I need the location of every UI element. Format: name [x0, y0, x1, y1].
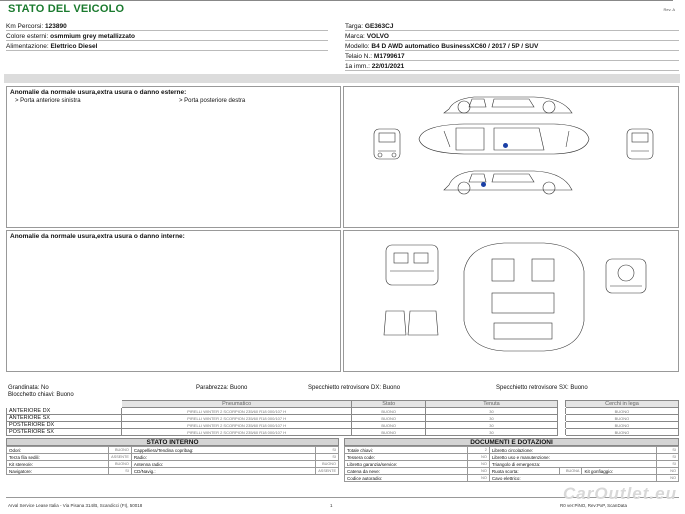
info-km: Km Percorsi: 123890: [6, 22, 328, 31]
table-row: [7, 461, 339, 468]
grid-label: Libretto circolazione:: [489, 447, 656, 454]
info-alimentazione: Alimentazione: Elettrico Diesel: [6, 42, 328, 51]
car-interior-diagram: [344, 231, 680, 373]
table-row: [7, 454, 339, 461]
grid-label: Antenna radio:: [131, 461, 315, 468]
interior-seat-side: [384, 311, 438, 335]
grid-label: Libretto garanzia/service:: [345, 461, 468, 468]
table-row: [7, 422, 679, 429]
tyre-cerchi: BUONO: [565, 415, 678, 422]
grid-label: Totale chiavi:: [345, 447, 468, 454]
table-row: [345, 447, 679, 454]
grid-value: NO: [467, 454, 489, 461]
tyre-cerchi: BUONO: [565, 429, 678, 436]
table-row: [7, 415, 679, 422]
grid-label: Odori:: [7, 447, 109, 454]
tyre-tenuta: 30: [426, 429, 558, 436]
tyre-stato: BUONO: [352, 429, 426, 436]
tyres-col-stato: Stato: [352, 401, 426, 408]
info-colore: Colore esterni: osmmium grey metallizzato: [6, 32, 328, 41]
grid-value: NO: [467, 468, 489, 475]
grid-value: BUONO: [316, 461, 339, 468]
damage-ext-title: Anomalie da normale usura,extra usura o danno esterne:: [10, 89, 187, 96]
footer-address: Arval Service Lease Italia - Via Pisana 314/B, Scandicci (FI), 50018: [8, 503, 143, 508]
grid-value: SI: [657, 447, 679, 454]
status-specchietto-sx: Specchietto retrovisore SX: Buono: [496, 385, 588, 391]
tyre-model: PIRELLI WINTER 2 SCORPION 235/60 R18 000/107 H: [122, 429, 352, 436]
car-side-top-view: [444, 97, 572, 113]
interior-rear: [606, 259, 646, 293]
tyre-tenuta: 30: [426, 408, 558, 415]
footer-page-number: 1: [330, 503, 333, 508]
tyre-model: PIRELLI WINTER 2 SCORPION 235/60 R18 000/107 H: [122, 408, 352, 415]
tyre-position: POSTERIORE SX: [7, 429, 122, 436]
grid-label: Catena da neve:: [345, 468, 468, 475]
tyre-position: POSTERIORE DX: [7, 422, 122, 429]
grid-value: NO: [467, 475, 489, 482]
grid-value: SI: [316, 447, 339, 454]
table-row: [345, 461, 679, 468]
tyres-col-tenuta: Tenuta: [426, 401, 558, 408]
damage-ext-diagram-panel: [343, 86, 679, 228]
tyre-position: ANTERIORE SX: [7, 415, 122, 422]
tyre-tenuta: 30: [426, 415, 558, 422]
footer-version: R0 ver:PiNO, Rev:PxP, ScanData: [560, 503, 627, 508]
table-row: [345, 454, 679, 461]
grid-value: NO: [467, 461, 489, 468]
car-rear-view: [627, 129, 653, 159]
tyre-stato: BUONO: [352, 422, 426, 429]
tyre-cerchi: BUONO: [565, 422, 678, 429]
status-parabrezza: Parabrezza: Buono: [196, 385, 248, 391]
interior-top-plan: [464, 243, 584, 351]
status-grandinata: Grandinata: No: [8, 385, 49, 391]
tyre-stato: BUONO: [352, 415, 426, 422]
table-row: [7, 468, 339, 475]
documenti-table: [344, 446, 679, 482]
grid-value: NO: [657, 475, 679, 482]
info-immatricolazione: 1a imm.: 22/01/2021: [345, 62, 679, 71]
tyre-position: ANTERIORE DX: [7, 408, 122, 415]
table-row: [7, 408, 679, 415]
car-exterior-diagram: [344, 87, 680, 229]
damage-int-title: Anomalie da normale usura,extra usura o danno interne:: [10, 233, 185, 240]
grid-label: Codice autoradio:: [345, 475, 468, 482]
grid-value: SI: [316, 454, 339, 461]
stato-interno-title: STATO INTERNO: [6, 438, 339, 446]
grid-value: SI: [657, 454, 679, 461]
car-side-bottom-view: [444, 171, 572, 194]
info-targa: Targa: GE363CJ: [345, 22, 679, 31]
tyres-col-cerchi: Cerchi in lega: [565, 401, 678, 408]
grid-value: ASSENTE: [316, 468, 339, 475]
damage-ext-item: > Porta anteriore sinistra: [15, 98, 81, 104]
table-row: [7, 429, 679, 436]
table-row: [345, 468, 679, 475]
grid-label: Navigatore:: [7, 468, 109, 475]
tyre-model: PIRELLI WINTER 2 SCORPION 235/60 R18 000/107 H: [122, 422, 352, 429]
revision-label: Rev. A: [663, 7, 675, 12]
grid-value: NO: [657, 468, 679, 475]
grid-label: Libretto uso e manutenzione:: [489, 454, 656, 461]
grid-value: BUONO: [109, 447, 132, 454]
watermark: CarOutlet.eu: [562, 484, 677, 503]
tyres-table: [6, 400, 679, 436]
info-marca: Marca: VOLVO: [345, 32, 679, 41]
grid-label: Terza fila sedili:: [7, 454, 109, 461]
grid-value: SI: [657, 461, 679, 468]
grid-value: SI: [109, 468, 132, 475]
grid-value: ASSENTE: [109, 454, 132, 461]
damage-int-panel: [6, 230, 341, 372]
car-front-view: [374, 129, 400, 159]
grid-label: Triangolo di emergenza:: [489, 461, 656, 468]
damage-int-diagram-panel: [343, 230, 679, 372]
status-specchietto-dx: Specchietto retrovisore DX: Buono: [308, 385, 401, 391]
grid-label: Cavo elettrico:: [489, 475, 656, 482]
documenti-title: DOCUMENTI E DOTAZIONI: [344, 438, 679, 446]
grid-label: Ruota scorta:: [489, 468, 560, 475]
info-telaio: Telaio N.: M1799617: [345, 52, 679, 61]
grid-label: CD/Navig.:: [131, 468, 315, 475]
grid-label: Radio:: [131, 454, 315, 461]
table-row: [7, 447, 339, 454]
car-top-plan-view: [419, 124, 589, 154]
damage-marker: [503, 143, 508, 148]
table-row: [345, 475, 679, 482]
damage-ext-panel: [6, 86, 341, 228]
interior-front-dashboard: [386, 245, 438, 285]
stato-interno-table: [6, 446, 339, 475]
grid-value: BUONA: [560, 468, 582, 475]
info-modello: Modello: B4 D AWD automatico BusinessXC60 / 2017 / 5P / SUV: [345, 42, 679, 51]
tyre-cerchi: BUONO: [565, 408, 678, 415]
page-title: STATO DEL VEICOLO: [8, 3, 125, 15]
title-divider: [0, 0, 673, 1]
grid-value: BUONO: [109, 461, 132, 468]
grid-label: Kit stereo/e:: [7, 461, 109, 468]
tyres-col-pneumatico: Pneumatico: [122, 401, 352, 408]
damage-ext-item: > Porta posteriore destra: [179, 98, 246, 104]
tyre-tenuta: 30: [426, 422, 558, 429]
grid-label: Kit gonfiaggio:: [582, 468, 657, 475]
damage-marker: [481, 182, 486, 187]
grid-label: Tessera code:: [345, 454, 468, 461]
tyre-stato: BUONO: [352, 408, 426, 415]
section-band: [4, 74, 680, 83]
tyre-model: PIRELLI WINTER 2 SCORPION 235/60 R18 000/107 H: [122, 415, 352, 422]
status-blocchetto: Blocchetto chiavi: Buono: [8, 392, 74, 398]
grid-value: 2: [467, 447, 489, 454]
tyres-header-row: [7, 401, 679, 408]
grid-label: Cappelliera/Tendina copribag:: [131, 447, 315, 454]
